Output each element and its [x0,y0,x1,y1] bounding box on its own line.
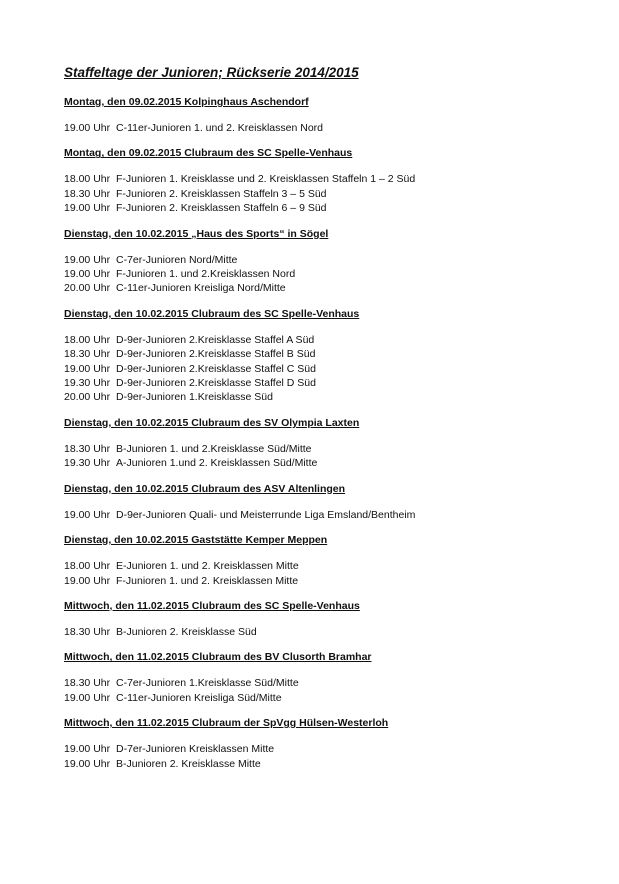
entry-text: D-9er-Junioren 2.Kreisklasse Staffel B Süd [116,348,316,361]
entry-time: 18.30 Uhr [64,442,111,455]
list-item [64,508,599,522]
schedule-section [64,650,599,705]
entry-time: 19.00 Uhr [64,574,111,587]
list-item [64,691,599,705]
entry-time: 19.00 Uhr [64,202,111,215]
entry-time: 19.00 Uhr [64,122,111,134]
entry-text: F-Junioren 2. Kreisklassen Staffeln 3 – 5 Süd [116,187,327,200]
entry-list [64,172,599,215]
entry-text: B-Junioren 2. Kreisklasse Mitte [116,757,261,770]
section-heading: Montag, den 09.02.2015 Kolpinghaus Aschendorf [64,96,309,108]
section-heading: Dienstag, den 10.02.2015 Clubraum des SC Spelle-Venhaus [64,307,360,320]
list-item [64,201,599,215]
section-heading: Dienstag, den 10.02.2015 Clubraum des SV Olympia Laxten [64,416,360,429]
entry-text: C-11er-Junioren 1. und 2. Kreisklassen Nord [116,122,323,134]
entry-text: E-Junioren 1. und 2. Kreisklassen Mitte [116,560,299,573]
entry-list [64,625,599,639]
entry-time: 18.00 Uhr [64,173,111,186]
entry-time: 19.00 Uhr [64,508,111,521]
entry-list [64,559,599,588]
entry-text: F-Junioren 1. Kreisklasse und 2. Kreisklassen Staffeln 1 – 2 Süd [116,173,416,186]
entry-list [64,442,599,471]
list-item [64,281,599,295]
list-item [64,347,599,361]
entry-time: 18.30 Uhr [64,677,111,690]
schedule-section [64,416,599,471]
schedule-section [64,533,599,588]
schedule-section [64,95,599,135]
entry-text: D-9er-Junioren 1.Kreisklasse Süd [116,391,273,404]
entry-time: 19.00 Uhr [64,743,111,756]
entry-text: D-9er-Junioren 2.Kreisklasse Staffel A Süd [116,333,315,346]
section-heading: Mittwoch, den 11.02.2015 Clubraum des SC Spelle-Venhaus [64,599,360,612]
list-item [64,442,599,456]
list-item [64,390,599,404]
list-item [64,376,599,390]
schedule-section [64,146,599,215]
entry-time: 19.00 Uhr [64,362,111,375]
list-item [64,121,599,135]
section-heading: Mittwoch, den 11.02.2015 Clubraum des BV Clusorth Bramhar [64,651,372,664]
entry-list [64,508,599,522]
entry-time: 20.00 Uhr [64,282,111,295]
entry-list [64,742,599,771]
entry-text: D-7er-Junioren Kreisklassen Mitte [116,743,275,756]
entry-time: 18.00 Uhr [64,560,111,573]
list-item [64,267,599,281]
entry-text: D-9er-Junioren 2.Kreisklasse Staffel C Süd [116,362,316,375]
list-item [64,559,599,573]
schedule-section [64,227,599,296]
entry-text: D-9er-Junioren Quali- und Meisterrunde Liga Emsland/Bentheim [116,508,416,521]
entry-time: 19.30 Uhr [64,377,111,390]
entry-text: C-7er-Junioren 1.Kreisklasse Süd/Mitte [116,677,299,690]
schedule-sections [64,95,599,771]
entry-text: C-11er-Junioren Kreisliga Süd/Mitte [116,691,282,704]
entry-text: C-7er-Junioren Nord/Mitte [116,253,238,266]
list-item [64,625,599,639]
schedule-section [64,599,599,639]
list-item [64,187,599,201]
list-item [64,757,599,771]
entry-time: 19.00 Uhr [64,757,111,770]
schedule-section [64,716,599,771]
section-heading: Dienstag, den 10.02.2015 Clubraum des ASV Altenlingen [64,482,346,495]
schedule-section [64,482,599,522]
list-item [64,253,599,267]
entry-text: F-Junioren 1. und 2. Kreisklassen Mitte [116,574,299,587]
list-item [64,362,599,376]
entry-list [64,253,599,296]
entry-time: 18.30 Uhr [64,348,111,361]
entry-time: 19.30 Uhr [64,457,111,470]
entry-time: 18.30 Uhr [64,625,111,638]
entry-list [64,676,599,705]
list-item [64,742,599,756]
list-item [64,676,599,690]
entry-time: 19.00 Uhr [64,691,111,704]
list-item [64,456,599,470]
document-title: Staffeltage der Junioren; Rückserie 2014/2015 [64,65,359,80]
entry-text: B-Junioren 2. Kreisklasse Süd [116,625,257,638]
entry-list [64,121,599,135]
entry-text: B-Junioren 1. und 2.Kreisklasse Süd/Mitte [116,442,312,455]
section-heading: Dienstag, den 10.02.2015 Gaststätte Kemper Meppen [64,534,328,547]
schedule-section [64,307,599,405]
entry-text: F-Junioren 1. und 2.Kreisklassen Nord [116,268,296,281]
entry-time: 19.00 Uhr [64,253,111,266]
section-heading: Montag, den 09.02.2015 Clubraum des SC Spelle-Venhaus [64,147,353,160]
entry-list [64,333,599,405]
entry-text: A-Junioren 1.und 2. Kreisklassen Süd/Mitte [116,457,318,470]
section-heading: Dienstag, den 10.02.2015 „Haus des Sports“ in Sögel [64,227,329,240]
list-item [64,574,599,588]
entry-text: C-11er-Junioren Kreisliga Nord/Mitte [116,282,286,295]
list-item [64,172,599,186]
entry-text: D-9er-Junioren 2.Kreisklasse Staffel D Süd [116,377,316,390]
entry-time: 18.30 Uhr [64,187,111,200]
section-heading: Mittwoch, den 11.02.2015 Clubraum der SpVgg Hülsen-Westerloh [64,717,389,730]
entry-text: F-Junioren 2. Kreisklassen Staffeln 6 – 9 Süd [116,202,327,215]
entry-time: 19.00 Uhr [64,268,111,281]
entry-time: 20.00 Uhr [64,391,111,404]
list-item [64,333,599,347]
entry-time: 18.00 Uhr [64,333,111,346]
